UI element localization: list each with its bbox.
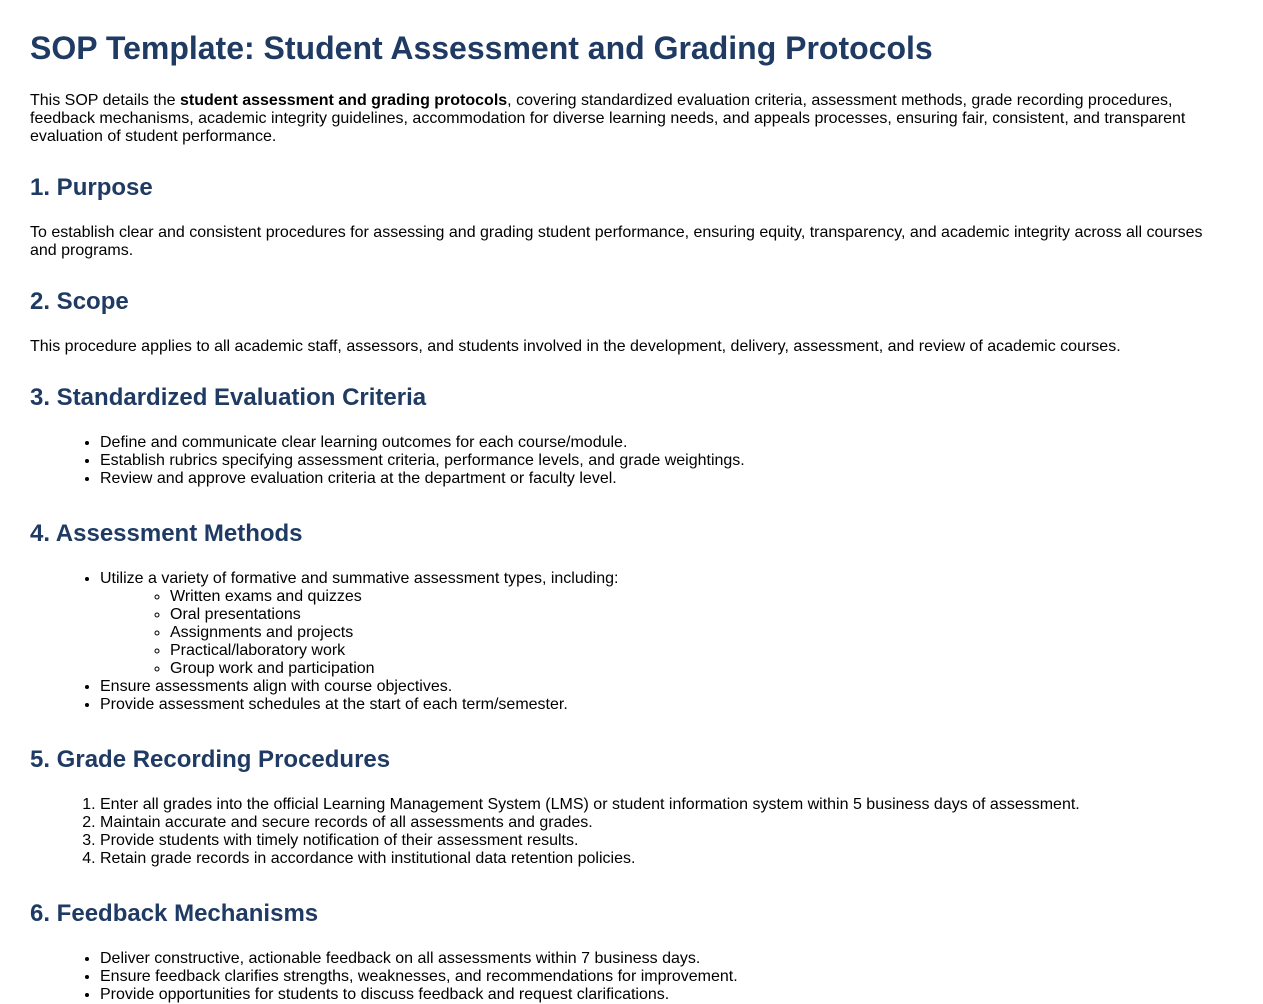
intro-bold-phrase: student assessment and grading protocols xyxy=(180,92,508,109)
list-item: 4. Retain grade records in accordance with institutional data retention policies. xyxy=(100,850,1233,868)
list-item: • Establish rubrics specifying assessment criteria, performance levels, and grade weightings. xyxy=(100,452,1233,470)
intro-text-start: This SOP details the xyxy=(30,92,180,109)
section-heading-methods: 4. Assessment Methods xyxy=(30,520,303,547)
intro-paragraph xyxy=(30,92,1233,146)
list-item: • Define and communicate clear learning outcomes for each course/module. xyxy=(100,434,1233,452)
sublist-item: ◦ Group work and participation xyxy=(170,660,1233,678)
list-item: 2. Maintain accurate and secure records of all assessments and grades. xyxy=(100,814,1233,832)
list-item: • Provide opportunities for students to discuss feedback and request clarifications. xyxy=(100,986,1233,1004)
list-item: • Deliver constructive, actionable feedback on all assessments within 7 business days. xyxy=(100,950,1233,968)
section-heading-criteria: 3. Standardized Evaluation Criteria xyxy=(30,384,427,411)
list-item xyxy=(100,570,1233,678)
list-item: 3. Provide students with timely notification of their assessment results. xyxy=(100,832,1233,850)
methods-list xyxy=(30,570,1233,714)
purpose-text: To establish clear and consistent procedures for assessing and grading student performance, ensuring equity, transparency, and academic integrity across all courses and programs. xyxy=(30,224,1203,259)
feedback-list xyxy=(30,950,1233,1004)
list-item: • Provide assessment schedules at the start of each term/semester. xyxy=(100,696,1233,714)
methods-lead-text: Utilize a variety of formative and summative assessment types, including: xyxy=(100,570,619,587)
list-item: • Ensure feedback clarifies strengths, weaknesses, and recommendations for improvement. xyxy=(100,968,1233,986)
sublist-item: ◦ Practical/laboratory work xyxy=(170,642,1233,660)
criteria-list xyxy=(30,434,1233,488)
recording-list xyxy=(30,796,1233,868)
sublist-item: ◦ Oral presentations xyxy=(170,606,1233,624)
section-heading-recording: 5. Grade Recording Procedures xyxy=(30,746,391,773)
section-heading-feedback: 6. Feedback Mechanisms xyxy=(30,900,319,927)
page-title: SOP Template: Student Assessment and Grading Protocols xyxy=(30,30,933,66)
list-item: • Ensure assessments align with course objectives. xyxy=(100,678,1233,696)
list-item: 1. Enter all grades into the official Learning Management System (LMS) or student information system within 5 business days of assessment. xyxy=(100,796,1233,814)
list-item: • Review and approve evaluation criteria at the department or faculty level. xyxy=(100,470,1233,488)
section-heading-scope: 2. Scope xyxy=(30,288,129,315)
sublist-item: ◦ Assignments and projects xyxy=(170,624,1233,642)
scope-text: This procedure applies to all academic staff, assessors, and students involved in the development, delivery, assessment, and review of academic courses. xyxy=(30,338,1121,355)
section-heading-purpose: 1. Purpose xyxy=(30,174,153,201)
intro-text-end: , covering standardized evaluation criteria, assessment methods, grade recording procedures, feedback mechanisms, academic integrity guidelines, accommodation for diverse learning needs, and appeals processes, ensuring fair, consistent, and transparent evaluation of student performance. xyxy=(30,92,1186,145)
methods-sublist xyxy=(100,588,1233,678)
sublist-item: ◦ Written exams and quizzes xyxy=(170,588,1233,606)
